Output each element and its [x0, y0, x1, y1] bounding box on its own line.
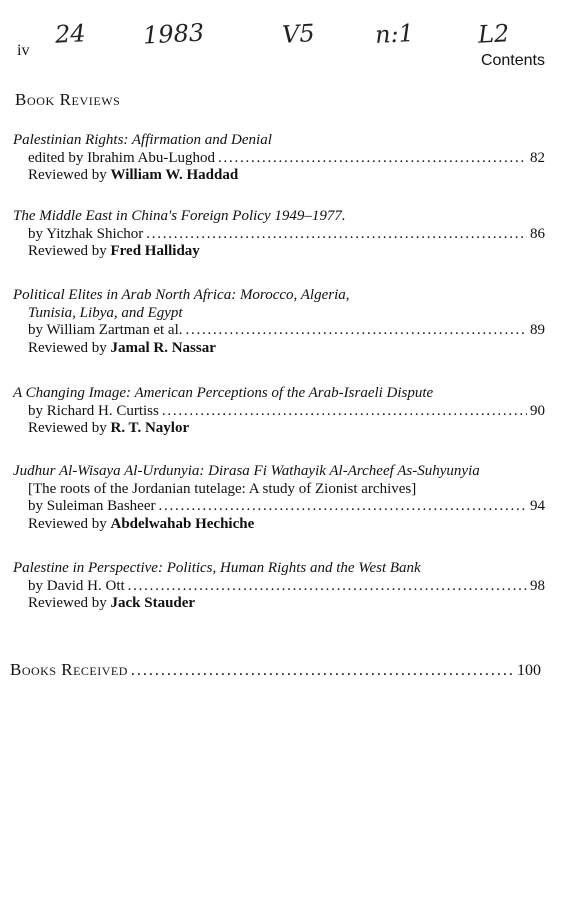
reviewer-name: Abdelwahab Hechiche	[110, 515, 255, 532]
handwritten-number: 24	[54, 19, 87, 49]
page-ref: 89	[530, 322, 545, 338]
reviewer-line	[13, 340, 545, 358]
review-entry	[13, 208, 545, 261]
author-line	[13, 578, 545, 596]
review-entry	[13, 560, 545, 613]
reviewer-line	[13, 420, 545, 438]
page-ref: 98	[530, 577, 545, 594]
book-title: Palestine in Perspective: Politics, Human Rights and the West Bank	[13, 560, 421, 576]
reviewed-by-label: Reviewed by	[28, 339, 107, 356]
book-title: Palestinian Rights: Affirmation and Denial	[13, 132, 272, 148]
review-entry	[13, 385, 545, 438]
review-entry	[13, 463, 545, 533]
book-title: The Middle East in China's Foreign Policy 1949–1977.	[13, 208, 346, 224]
reviewer-line	[13, 243, 545, 261]
author-line	[13, 226, 545, 244]
reviewer-name: Jamal R. Nassar	[110, 339, 216, 356]
reviewer-line	[13, 167, 545, 185]
dot-leader	[146, 226, 527, 244]
reviewer-line	[13, 595, 545, 613]
dot-leader	[158, 498, 527, 516]
handwritten-code: L2	[477, 19, 510, 49]
book-title: A Changing Image: American Perceptions of the Arab-Israeli Dispute	[13, 385, 434, 401]
author-line	[13, 322, 545, 340]
page-ref: 86	[530, 225, 545, 242]
book-author: by Richard H. Curtiss	[28, 402, 159, 419]
page-ref: 94	[530, 498, 545, 514]
books-received-line	[10, 660, 541, 680]
reviewer-name: Fred Halliday	[110, 243, 200, 259]
dot-leader	[131, 662, 514, 680]
running-header: Contents	[480, 52, 545, 69]
reviewed-by-label: Reviewed by	[28, 420, 107, 436]
dot-leader	[186, 322, 528, 340]
book-author: by Yitzhak Shichor	[28, 225, 144, 242]
page-ref: 90	[530, 402, 545, 419]
reviewer-name: William W. Haddad	[110, 167, 239, 183]
handwritten-issue: n:1	[374, 19, 415, 49]
book-author: by David H. Ott	[28, 577, 125, 594]
book-title: Political Elites in Arab North Africa: Morocco, Algeria,	[13, 287, 350, 303]
page-ref: 100	[517, 662, 541, 679]
section-heading-books-received: Books Received	[10, 660, 128, 679]
page-number: iv	[17, 42, 30, 59]
book-author: by Suleiman Basheer	[28, 498, 156, 514]
author-line	[13, 498, 545, 516]
reviewed-by-label: Reviewed by	[28, 515, 107, 532]
dot-leader	[162, 403, 527, 421]
reviewer-name: R. T. Naylor	[110, 420, 190, 436]
handwritten-volume: V5	[281, 19, 316, 49]
review-entry	[13, 287, 545, 357]
handwritten-year: 1983	[142, 18, 205, 50]
section-heading-book-reviews: Book Reviews	[15, 90, 121, 109]
dot-leader	[128, 578, 527, 596]
reviewer-line	[13, 516, 545, 534]
book-title-continued: Tunisia, Libya, and Egypt	[28, 304, 183, 321]
dot-leader	[218, 150, 527, 168]
review-entry	[13, 132, 545, 185]
reviewer-name: Jack Stauder	[110, 595, 196, 611]
reviewed-by-label: Reviewed by	[28, 167, 107, 183]
book-subtitle: [The roots of the Jordanian tutelage: A study of Zionist archives]	[28, 480, 417, 497]
reviewed-by-label: Reviewed by	[28, 243, 107, 259]
book-title: Judhur Al-Wisaya Al-Urdunyia: Dirasa Fi Wathayik Al-Archeef As-Suhyunyia	[13, 463, 480, 479]
book-author: by William Zartman et al.	[28, 322, 183, 338]
book-author: edited by Ibrahim Abu-Lughod	[28, 149, 216, 166]
author-line	[13, 150, 545, 168]
reviewed-by-label: Reviewed by	[28, 595, 107, 611]
author-line	[13, 403, 545, 421]
page-ref: 82	[530, 149, 545, 166]
